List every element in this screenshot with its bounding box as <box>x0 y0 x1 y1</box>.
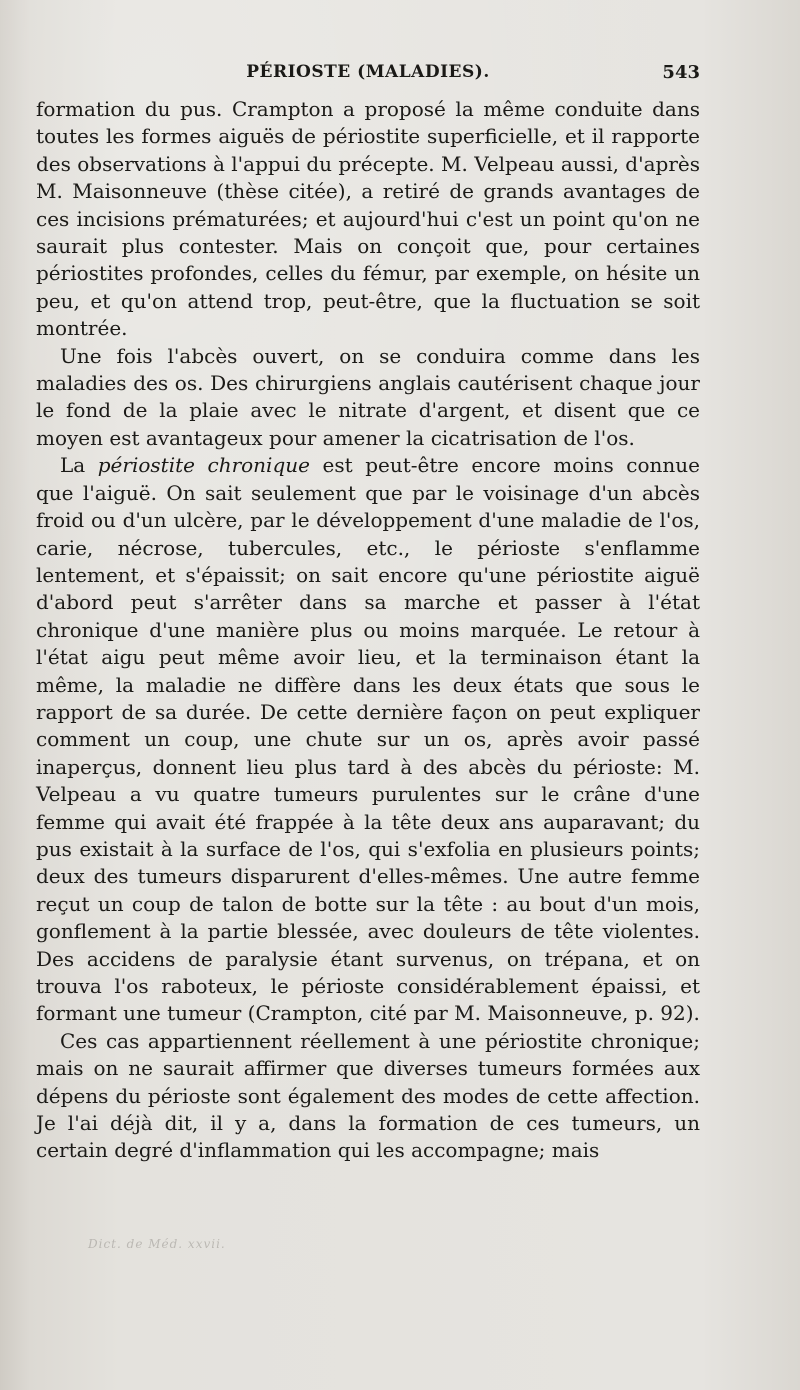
running-head <box>36 62 700 88</box>
paragraph <box>36 96 700 343</box>
signature-mark: Dict. de Méd. xxvii. <box>88 1237 226 1251</box>
paragraph-text: Ces cas appartiennent réellement à une périostite chronique; mais on ne saurait affirmer que diverses tumeurs formées aux dépens du périoste sont également des modes de cette affection. Je l'ai déjà dit, il y a, dans la formation de ces tumeurs, un certain degré d'inflammation qui les accompagne; mais <box>36 1028 700 1163</box>
running-title: PÉRIOSTE (MALADIES). <box>246 62 490 82</box>
paragraph-text: La <box>60 453 98 478</box>
paragraph <box>36 452 700 1028</box>
paragraph <box>36 1028 700 1165</box>
body-text <box>36 96 700 1165</box>
paragraph-text: est peut-être encore moins connue que l'aiguë. On sait seulement que par le voisinage d'un abcès froid ou d'un ulcère, par le développement d'une maladie de l'os, carie, nécrose, tubercules, etc., le périoste s'enflamme lentement, et s'épaissit; on sait encore qu'une périostite aiguë d'abord peut s'arrêter dans sa marche et passer à l'état chronique d'une manière plus ou moins marquée. Le retour à l'état aigu peut même avoir lieu, et la terminaison étant la même, la maladie ne diffère dans les deux états que sous le rapport de sa durée. De cette dernière façon on peut expliquer comment un coup, une chute sur un os, après avoir passé inaperçus, donnent lieu plus tard à des abcès du périoste: M. Velpeau a vu quatre tumeurs purulentes sur le crâne d'une femme qui avait été frappée à la tête deux ans auparavant; du pus existait à la surface de l'os, qui s'exfolia en plusieurs points; deux des tumeurs disparurent d'elles-mêmes. Une autre femme reçut un coup de talon de botte sur la tête : au bout d'un mois, gonflement à la partie blessée, avec douleurs de tête violentes. Des accidens de paralysie étant survenus, on trépana, et on trouva l'os raboteux, le périoste considérablement épaissi, et formant une tumeur (Crampton, cité par M. Maisonneuve, p. 92). <box>36 453 701 1026</box>
paragraph <box>36 343 700 453</box>
italic-term: périostite chronique <box>97 453 310 478</box>
paragraph-text: Une fois l'abcès ouvert, on se conduira comme dans les maladies des os. Des chirurgiens anglais cautérisent chaque jour le fond de la plaie avec le nitrate d'argent, et disent que ce moyen est avantageux pour amener la cicatrisation de l'os. <box>36 343 700 450</box>
page-number: 543 <box>662 62 700 83</box>
paragraph-text: formation du pus. Crampton a proposé la même conduite dans toutes les formes aiguës de périostite superficielle, et il rapporte des observations à l'appui du précepte. M. Velpeau aussi, d'après M. Maisonneuve (thèse citée), a retiré de grands avantages de ces incisions prématurées; et aujourd'hui c'est un point qu'on ne saurait plus contester. Mais on conçoit que, pour certaines périostites profondes, celles du fémur, par exemple, on hésite un peu, et qu'on attend trop, peut-être, que la fluctuation se soit montrée. <box>36 97 700 341</box>
